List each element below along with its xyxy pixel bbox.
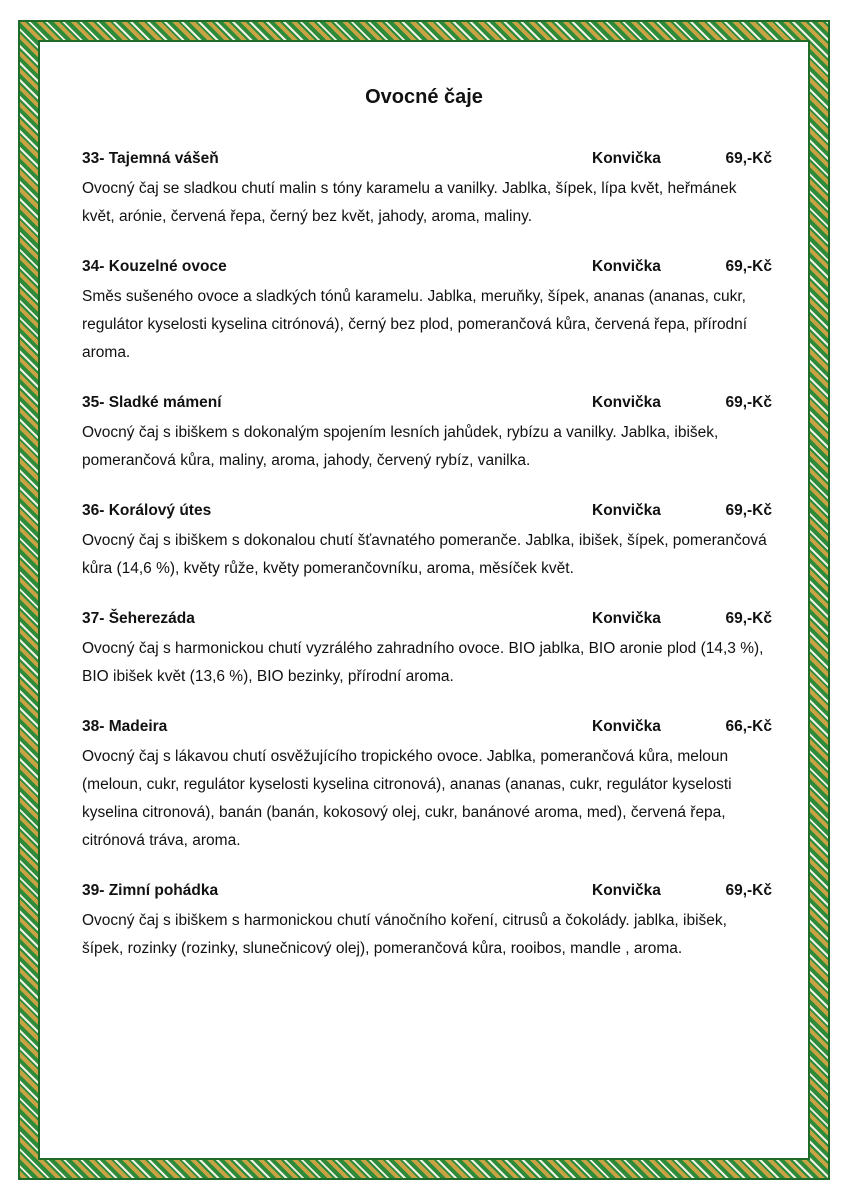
tea-name: 35- Sladké mámení — [82, 394, 222, 411]
tea-name: 34- Kouzelné ovoce — [82, 258, 227, 275]
tea-price: 69,-Kč — [725, 882, 772, 899]
tea-vessel: Konvička — [592, 394, 661, 411]
tea-list — [82, 148, 772, 988]
tea-item-35 — [82, 392, 772, 475]
tea-item-34 — [82, 256, 772, 367]
tea-name: 37- Šeherezáda — [82, 610, 195, 627]
tea-vessel: Konvička — [592, 150, 661, 167]
tea-price: 69,-Kč — [725, 150, 772, 167]
tea-name: 38- Madeira — [82, 718, 168, 735]
tea-vessel: Konvička — [592, 502, 661, 519]
tea-item-39 — [82, 880, 772, 963]
tea-name: 33- Tajemná vášeň — [82, 150, 219, 167]
tea-item-37 — [82, 608, 772, 691]
tea-price: 69,-Kč — [725, 502, 772, 519]
tea-item-38 — [82, 716, 772, 855]
page-title: Ovocné čaje — [365, 86, 483, 108]
tea-price: 69,-Kč — [725, 610, 772, 627]
tea-name: 36- Korálový útes — [82, 502, 212, 519]
tea-description: Ovocný čaj s harmonickou chutí vyzrálého zahradního ovoce. BIO jablka, BIO aronie plod (14,3 %), BIO ibišek květ (13,6 %), BIO bezinky, přírodní aroma. — [82, 640, 764, 685]
tea-vessel: Konvička — [592, 882, 661, 899]
tea-name: 39- Zimní pohádka — [82, 882, 219, 899]
tea-description: Ovocný čaj se sladkou chutí malin s tóny karamelu a vanilky. Jablka, šípek, lípa květ, heřmánek květ, arónie, červená řepa, černý bez květ, jahody, aroma, maliny. — [82, 180, 737, 225]
tea-price: 66,-Kč — [725, 718, 772, 735]
tea-price: 69,-Kč — [725, 258, 772, 275]
tea-vessel: Konvička — [592, 610, 661, 627]
tea-vessel: Konvička — [592, 258, 661, 275]
tea-description: Ovocný čaj s lákavou chutí osvěžujícího tropického ovoce. Jablka, pomerančová kůra, meloun (meloun, cukr, regulátor kyselosti kyselina citronová), ananas (ananas, cukr, regulátor kyselosti kyselina citronová), banán (banán, kokosový olej, cukr, banánové aroma, med), červená řepa, citrónová tráva, aroma. — [82, 748, 732, 849]
tea-vessel: Konvička — [592, 718, 661, 735]
tea-description: Směs sušeného ovoce a sladkých tónů karamelu. Jablka, meruňky, šípek, ananas (ananas, cukr, regulátor kyselosti kyselina citrónová), černý bez plod, pomerančová kůra, červená řepa, přírodní aroma. — [82, 288, 748, 361]
tea-description: Ovocný čaj s ibiškem s dokonalou chutí šťavnatého pomeranče. Jablka, ibišek, šípek, pomerančová kůra (14,6 %), květy růže, květy pomerančovníku, aroma, měsíček květ. — [82, 532, 767, 577]
tea-description: Ovocný čaj s ibiškem s dokonalým spojením lesních jahůdek, rybízu a vanilky. Jablka, ibišek, pomerančová kůra, maliny, aroma, jahody, červený rybíz, vanilka. — [82, 424, 719, 469]
tea-item-33 — [82, 148, 772, 231]
tea-item-36 — [82, 500, 772, 583]
tea-price: 69,-Kč — [725, 394, 772, 411]
tea-description: Ovocný čaj s ibiškem s harmonickou chutí vánočního koření, citrusů a čokolády. jablka, ibišek, šípek, rozinky (rozinky, slunečnicový olej), pomerančová kůra, rooibos, mandle , aroma. — [82, 912, 727, 957]
